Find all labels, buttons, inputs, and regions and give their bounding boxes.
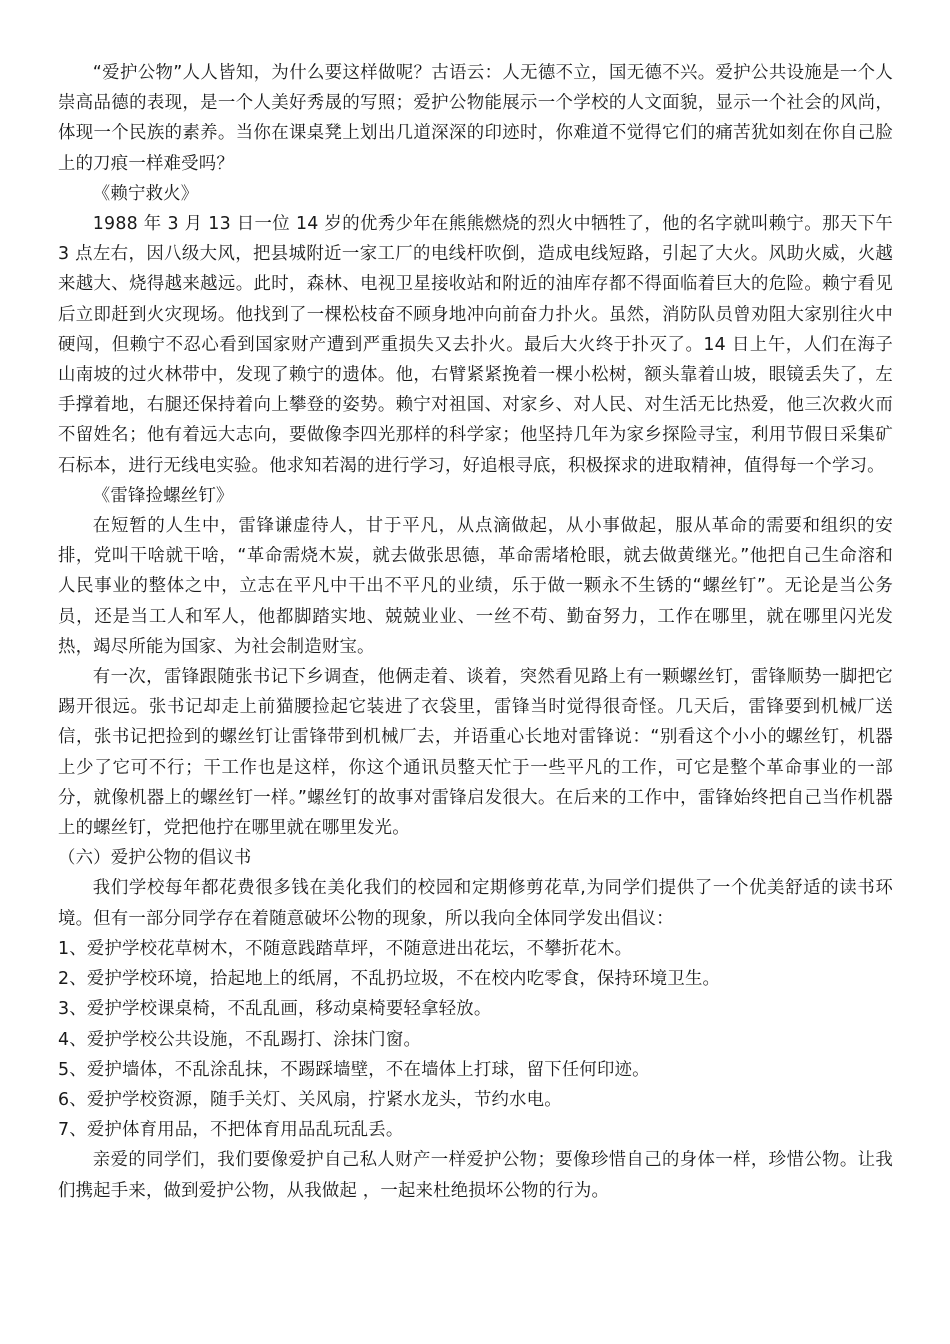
proposal-item-3: 3、爱护学校课桌椅，不乱乱画，移动桌椅要轻拿轻放。 (58, 999, 492, 1020)
proposal-item-2: 2、爱护学校环境，拾起地上的纸屑，不乱扔垃圾，不在校内吃零食，保持环境卫生。 (58, 969, 721, 990)
closing-paragraph: 亲爱的同学们，我们要像爱护自己私人财产一样爱护公物；要像珍惜自己的身体一样，珍惜公物。让我们携起手来，做到爱护公物，从我做起 ，一起来杜绝损坏公物的行为。 (58, 1150, 893, 1201)
story-paragraph-lai-ning: 1988 年 3 月 13 日一位 14 岁的优秀少年在熊熊燃烧的烈火中牺牲了，他的名字就叫赖宁。那天下午 3 点左右，因八级大风，把县城附近一家工厂的电线杆吹倒，造成电线短路，引起了大火。风助火威，火越来越大、烧得越来越远。此时，森林、电视卫星接收站和附近的油库存都不得面临着巨大的危险。赖宁看见后立即赶到火灾现场。他找到了一棵松枝奋不顾身地冲向前奋力扑火。虽然，消防队员曾劝阻大家别往火中硬闯，但赖宁不忍心看到国家财产遭到严重损失又去扑火。最后大火终于扑灭了。14 日上午，人们在海子山南坡的过火林带中，发现了赖宁的遗体。他，右臂紧紧挽着一棵小松树，额头靠着山坡，眼镜丢失了，左手撑着地，右腿还保持着向上攀登的姿势。赖宁对祖国、对家乡、对人民、对生活无比热爱，他三次救火而不留姓名；他有着远大志向，要做像李四光那样的科学家；他坚持几年为家乡探险寻宝，利用节假日采集矿石标本，进行无线电实验。他求知若渴的进行学习，好追根寻底，积极探求的进取精神，值得每一个学习。 (58, 214, 893, 476)
story-title-lai-ning: 《赖宁救火》 (92, 183, 199, 204)
document-page (58, 58, 893, 1206)
proposal-item-5: 5、爱护墙体，不乱涂乱抹，不踢踩墙壁，不在墙体上打球，留下任何印迹。 (58, 1059, 650, 1080)
story-title-lei-feng: 《雷锋捡螺丝钉》 (92, 485, 234, 506)
proposal-item-4: 4、爱护学校公共设施，不乱踢打、涂抹门窗。 (58, 1029, 422, 1050)
story-paragraph-lei-feng-1: 在短暂的人生中，雷锋谦虚待人，甘于平凡，从点滴做起，从小事做起，服从革命的需要和组织的安排，党叫干啥就干啥，“革命需烧木炭，就去做张思德，革命需堵枪眼，就去做黄继光。”他把自己生命溶和人民事业的整体之中，立志在平凡中干出不平凡的业绩，乐于做一颗永不生锈的“螺丝钉”。无论是当公务员，还是当工人和军人，他都脚踏实地、兢兢业业、一丝不苟、勤奋努力，工作在哪里，就在哪里闪光发热，竭尽所能为国家、为社会制造财宝。 (58, 516, 893, 657)
proposal-item-6: 6、爱护学校资源，随手关灯、关风扇，拧紧水龙头，节约水电。 (58, 1089, 562, 1110)
section-heading-proposal: （六）爱护公物的倡议书 (58, 848, 252, 869)
proposal-item-7: 7、爱护体育用品，不把体育用品乱玩乱丢。 (58, 1120, 404, 1141)
proposal-item-1: 1、爱护学校花草树木，不随意践踏草坪，不随意进出花坛，不攀折花木。 (58, 938, 633, 959)
proposal-intro-paragraph: 我们学校每年都花费很多钱在美化我们的校园和定期修剪花草,为同学们提供了一个优美舒适的读书环境。但有一部分同学存在着随意破坏公物的现象，所以我向全体同学发出倡议： (58, 878, 893, 929)
story-paragraph-lei-feng-2: 有一次，雷锋跟随张书记下乡调查，他俩走着、谈着，突然看见路上有一颗螺丝钉，雷锋顺势一脚把它踢开很远。张书记却走上前猫腰捡起它装进了衣袋里，雷锋当时觉得很奇怪。几天后，雷锋要到机械厂送信，张书记把捡到的螺丝钉让雷锋带到机械厂去，并语重心长地对雷锋说：“别看这个小小的螺丝钉，机器上少了它可不行；干工作也是这样，你这个通讯员整天忙于一些平凡的工作，可它是整个革命事业的一部分，就像机器上的螺丝钉一样。”螺丝钉的故事对雷锋启发很大。在后来的工作中，雷锋始终把自己当作机器上的螺丝钉，党把他拧在哪里就在哪里发光。 (58, 667, 893, 839)
intro-paragraph: “爱护公物”人人皆知，为什么要这样做呢？古语云：人无德不立，国无德不兴。爱护公共设施是一个人崇高品德的表现，是一个人美好秀晟的写照；爱护公物能展示一个学校的人文面貌，显示一个社会的风尚，体现一个民族的素养。当你在课桌凳上划出几道深深的印迹时，你难道不觉得它们的痛苦犹如刻在你自己脸上的刀痕一样难受吗？ (58, 63, 893, 174)
